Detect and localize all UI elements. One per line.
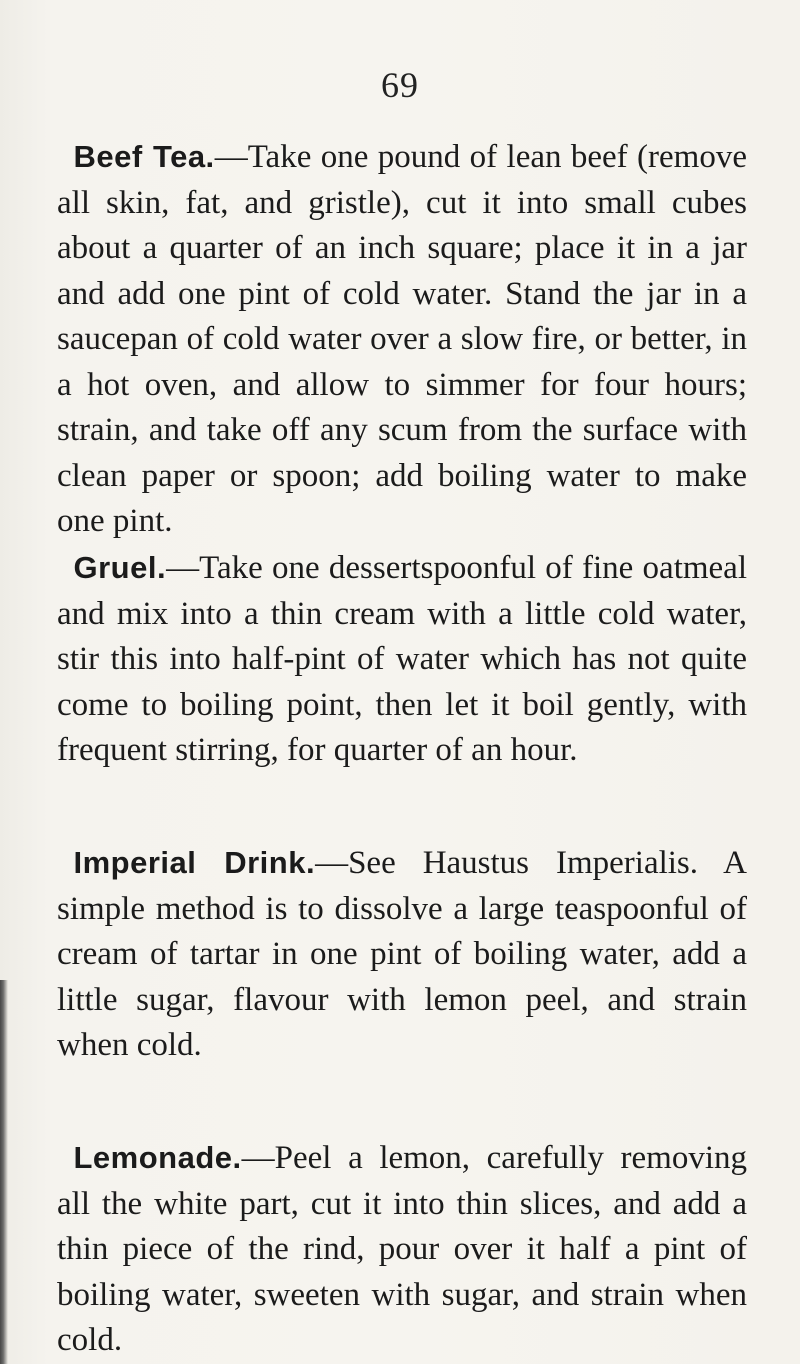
page-number: 69 bbox=[381, 65, 419, 105]
recipe-body: —Take one dessertspoonful of fine oatmeal and mix into a thin cream with a little cold water, stir this into half-pint of water which has not quite come to boiling point, then let it boil gently, with frequent stirring, for quarter of an hour. bbox=[57, 550, 747, 768]
recipe-heading: Gruel. bbox=[73, 550, 167, 585]
recipe-body: —Take one pound of lean beef (remove all skin, fat, and gristle), cut it into small cubes about a quarter of an inch square; place it in a jar and add one pint of cold water. Stand the jar in a saucepan of cold water over a slow fire, or better, in a hot oven, and allow to simmer for four hours; strain, and take off any scum from the surface with clean paper or spoon; add boiling water to make one pint. bbox=[57, 139, 747, 539]
recipe-imperial-drink bbox=[57, 840, 747, 1069]
recipe-body: —Peel a lemon, carefully removing all the white part, cut it into thin slices, and add a thin piece of the rind, pour over it half a pint of boiling water, sweeten with sugar, and strain when cold. bbox=[57, 1140, 747, 1358]
recipe-heading: Beef Tea. bbox=[73, 139, 215, 174]
recipe-gruel bbox=[57, 545, 747, 774]
recipe-body: —See Haustus Imperialis. A simple method is to dissolve a large teaspoonful of cream of tartar in one pint of boiling water, add a little sugar, flavour with lemon peel, and strain when cold. bbox=[57, 845, 748, 1063]
recipe-beef-tea bbox=[57, 134, 747, 545]
recipe-lemonade bbox=[57, 1135, 747, 1364]
recipe-heading: Imperial Drink. bbox=[73, 845, 316, 880]
recipe-heading: Lemonade. bbox=[73, 1140, 242, 1175]
binding-shadow bbox=[0, 980, 8, 1364]
